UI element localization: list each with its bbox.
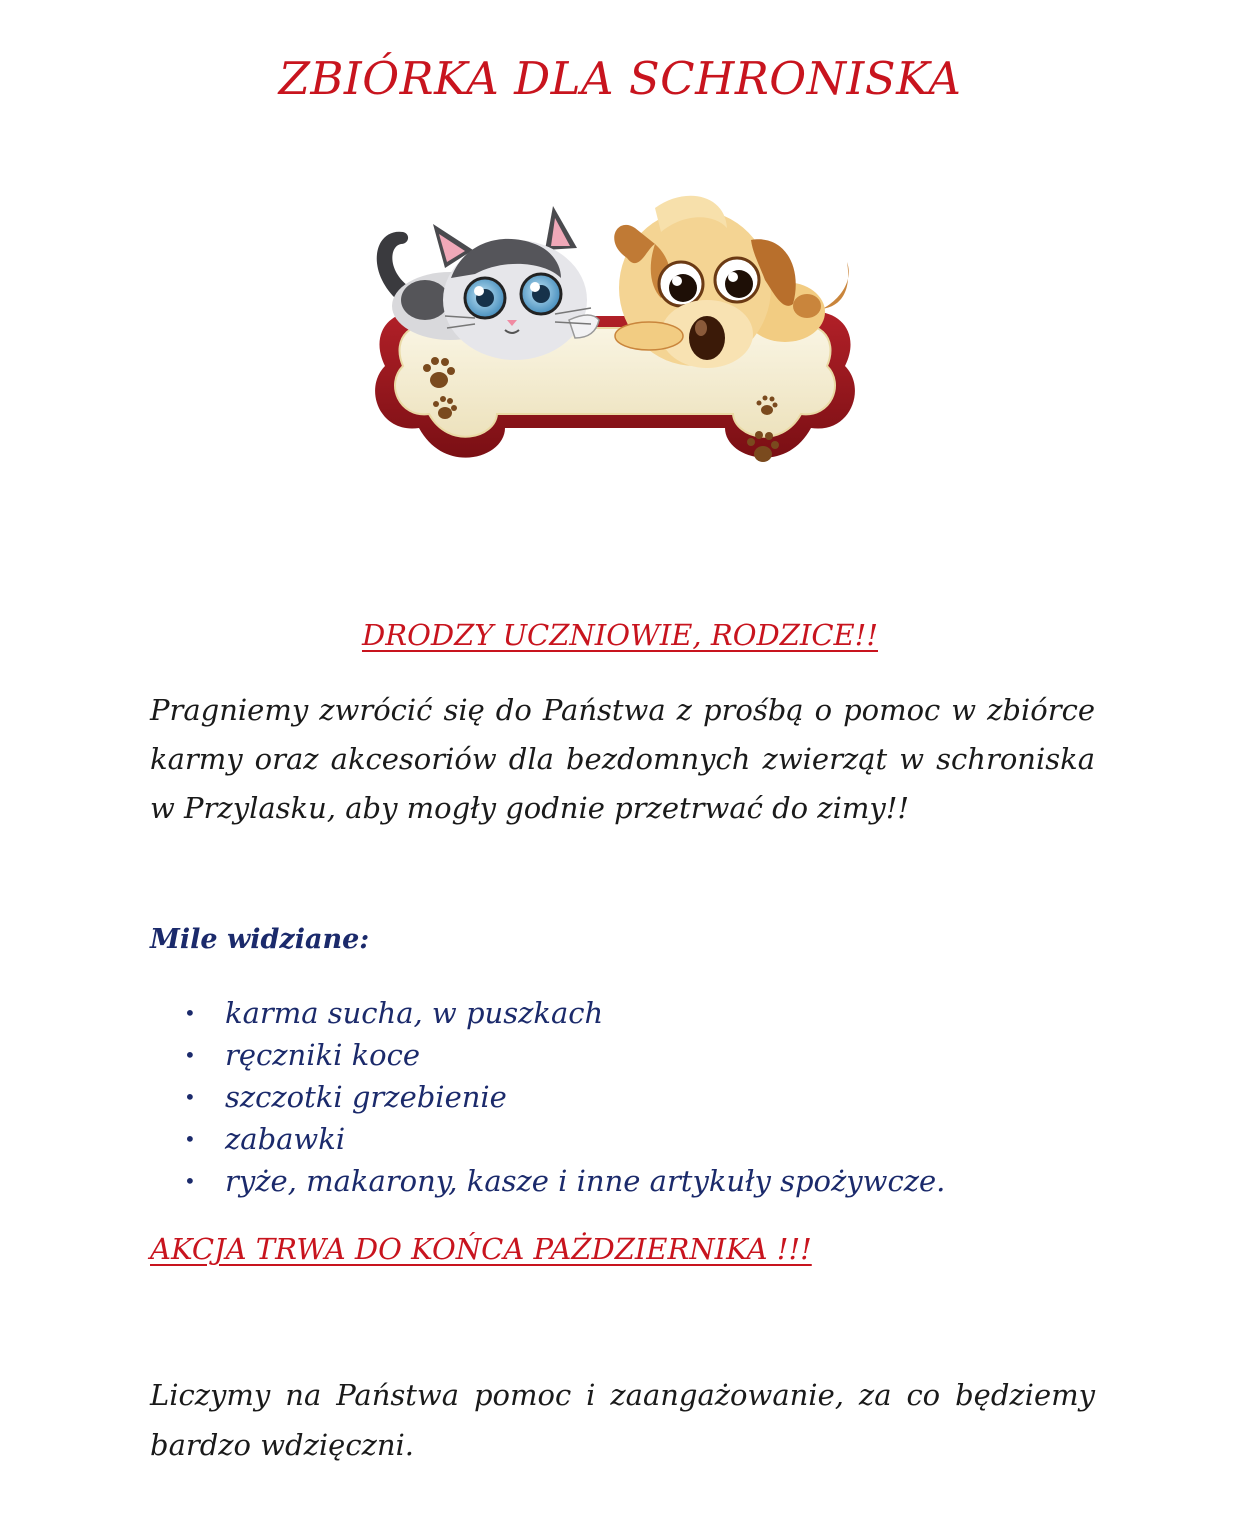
- bullet-icon: •: [184, 1169, 196, 1193]
- list-item-text: karma sucha, w puszkach: [225, 996, 604, 1030]
- bullet-icon: •: [184, 1001, 196, 1025]
- cat-dog-bone-illustration: [355, 188, 875, 518]
- page-title: ZBIÓRKA DLA SCHRONISKA: [278, 52, 962, 105]
- list-item-text: szczotki grzebienie: [225, 1080, 507, 1114]
- intro-paragraph: Pragniemy zwrócić się do Państwa z prośbą o pomoc w zbiórce karmy oraz akcesoriów dla bezdomnych zwierząt w schroniska w Przylasku, aby mogły godnie przetrwać do zimy!!: [150, 693, 1095, 825]
- list-item: [150, 1034, 1050, 1076]
- bullet-icon: •: [184, 1127, 196, 1151]
- deadline-notice: AKCJA TRWA DO KOŃCA PAŻDZIERNIKA !!!: [150, 1232, 812, 1266]
- list-item: [150, 1160, 1050, 1202]
- list-item: [150, 1076, 1050, 1118]
- bullet-icon: •: [184, 1043, 196, 1067]
- greeting-heading: DRODZY UCZNIOWIE, RODZICE!!: [361, 618, 878, 652]
- list-item-text: ryże, makarony, kasze i inne artykuły spożywcze.: [225, 1164, 946, 1198]
- list-item-text: zabawki: [225, 1122, 346, 1156]
- list-item: [150, 992, 1050, 1034]
- list-item: [150, 1118, 1050, 1160]
- welcome-items-heading: Mile widziane:: [150, 924, 370, 955]
- closing-paragraph: Liczymy na Państwa pomoc i zaangażowanie, za co będziemy bardzo wdzięczni.: [150, 1378, 1095, 1462]
- welcome-items-list: [150, 992, 1050, 1202]
- bullet-icon: •: [184, 1085, 196, 1109]
- list-item-text: ręczniki koce: [225, 1038, 420, 1072]
